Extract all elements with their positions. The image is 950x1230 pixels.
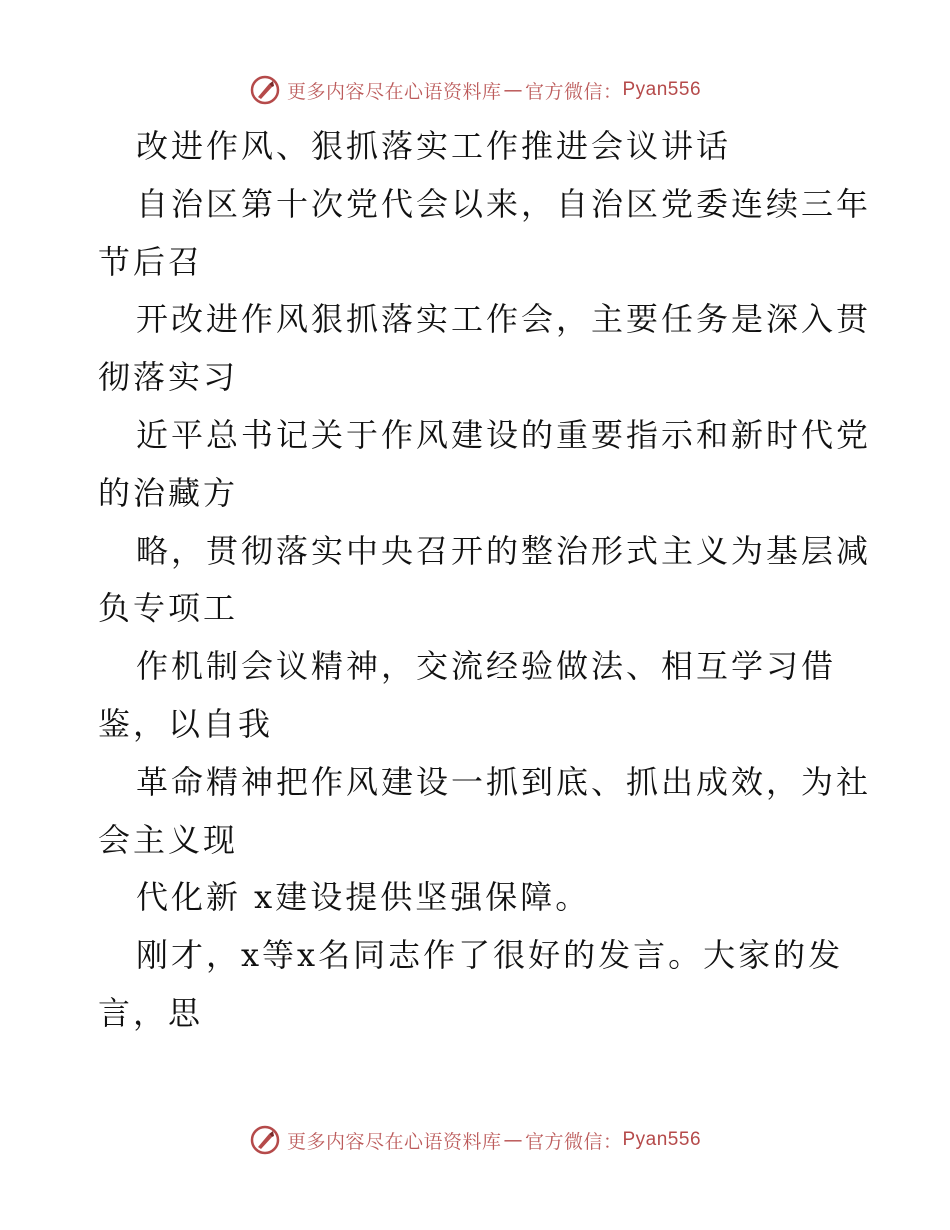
text-line: 节后召 — [98, 242, 204, 281]
watermark-separator: — — [503, 1129, 523, 1151]
text-line: 鉴，以自我 — [98, 704, 274, 743]
text-line: 革命精神把作风建设一抓到底、抓出成效，为社 — [136, 762, 872, 801]
text-line: 略，贯彻落实中央召开的整治形式主义为基层减 — [136, 531, 872, 570]
text-line: 刚才，x等x名同志作了很好的发言。大家的发 — [136, 936, 844, 975]
watermark-text: 更多内容尽在心语资料库 — [286, 80, 502, 103]
watermark-contact: 官方微信： — [524, 80, 623, 103]
document-title: 改进作风、狠抓落实工作推进会议讲话 — [136, 127, 732, 165]
watermark-text: 更多内容尽在心语资料库 — [286, 1130, 502, 1153]
text-line: 彻落实习 — [98, 358, 239, 397]
pen-logo-icon — [249, 74, 281, 106]
document-body — [98, 118, 872, 1043]
watermark-separator: — — [503, 79, 523, 101]
text-line: 自治区第十次党代会以来，自治区党委连续三年 — [136, 184, 872, 223]
text-line: 言，思 — [98, 993, 204, 1032]
footer-watermark — [0, 1122, 950, 1158]
text-line: 作机制会议精神，交流经验做法、相互学习借 — [136, 647, 837, 686]
text-line: 开改进作风狠抓落实工作会，主要任务是深入贯 — [136, 300, 872, 339]
text-line: 会主义现 — [98, 820, 239, 859]
text-line: 代化新 x建设提供坚强保障。 — [136, 878, 591, 917]
text-line: 近平总书记关于作风建设的重要指示和新时代党 — [136, 415, 872, 454]
pen-logo-icon — [249, 1124, 281, 1156]
watermark-contact: 官方微信： — [524, 1130, 623, 1153]
watermark-wechat-id: Pyan556 — [622, 1129, 702, 1150]
header-watermark — [0, 72, 950, 108]
text-line: 负专项工 — [98, 589, 239, 628]
watermark-wechat-id: Pyan556 — [622, 79, 702, 100]
text-line: 的治藏方 — [98, 473, 239, 512]
